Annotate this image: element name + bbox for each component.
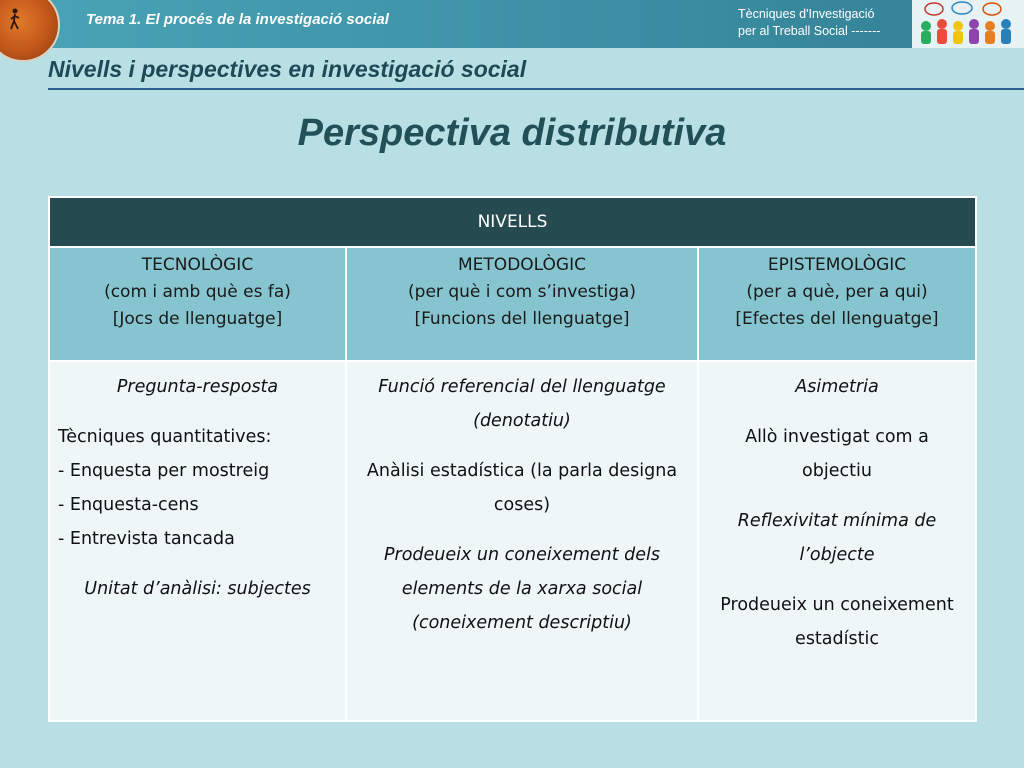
section-subtitle: Nivells i perspectives en investigació social — [48, 56, 527, 82]
product-text-a: Prodeueix un coneixement — [720, 595, 954, 615]
level-cell-metodologic — [346, 247, 698, 361]
level-question: (com i amb què es fa) — [104, 282, 291, 302]
level-note: [Funcions del llenguatge] — [414, 309, 630, 329]
reflexivity-text-a: Reflexivitat mínima de — [737, 511, 937, 531]
levels-table — [48, 196, 977, 722]
product-text-c: (coneixement descriptiu) — [412, 613, 632, 633]
level-cell-tecnologic — [49, 247, 346, 361]
lead-text-a: Funció referencial del llenguatge — [378, 377, 666, 397]
course-line-2: per al Treball Social ------- — [738, 24, 881, 38]
product-text-b: elements de la xarxa social — [401, 579, 643, 599]
analysis-text-a: Anàlisi estadística (la parla designa — [366, 461, 678, 481]
analysis-text-b: coses) — [493, 495, 551, 515]
product-text-b: estadístic — [795, 629, 879, 649]
body-cell-epistemologic — [698, 361, 976, 721]
level-note: [Jocs de llenguatge] — [112, 309, 283, 329]
unit-text: Unitat d’anàlisi: subjectes — [84, 579, 311, 599]
divider — [48, 88, 1024, 90]
investigated-text-b: objectiu — [802, 461, 872, 481]
topic-title: Tema 1. El procés de la investigació social — [86, 11, 389, 28]
reflexivity-text-b: l’objecte — [799, 545, 875, 565]
people-group-icon — [912, 0, 1024, 48]
list-item: - Entrevista tancada — [58, 522, 345, 556]
techniques-label: Tècniques quantitatives: — [58, 427, 272, 447]
walking-figure-icon — [8, 8, 22, 30]
level-name: TECNOLÒGIC — [141, 255, 254, 275]
logo — [0, 0, 60, 62]
level-cell-epistemologic — [698, 247, 976, 361]
table-header: NIVELLS — [49, 197, 976, 247]
level-name: METODOLÒGIC — [458, 255, 586, 275]
course-line-1: Tècniques d'Investigació — [738, 7, 875, 21]
level-question: (per què i com s’investiga) — [408, 282, 636, 302]
header-bar — [0, 0, 1024, 48]
list-item: - Enquesta per mostreig — [58, 454, 345, 488]
lead-text: Asimetria — [795, 377, 879, 397]
product-text-a: Prodeueix un coneixement dels — [383, 545, 661, 565]
list-item: - Enquesta-cens — [58, 488, 345, 522]
course-title — [738, 6, 908, 40]
level-name: EPISTEMOLÒGIC — [767, 255, 907, 275]
body-cell-metodologic — [346, 361, 698, 721]
body-cell-tecnologic — [49, 361, 346, 721]
level-question: (per a què, per a qui) — [746, 282, 928, 302]
people-icon — [912, 0, 1024, 48]
lead-text: Pregunta-resposta — [116, 377, 279, 397]
lead-text-b: (denotatiu) — [473, 411, 571, 431]
slide-title: Perspectiva distributiva — [297, 112, 727, 154]
level-note: [Efectes del llenguatge] — [735, 309, 939, 329]
investigated-text-a: Allò investigat com a — [745, 427, 929, 447]
